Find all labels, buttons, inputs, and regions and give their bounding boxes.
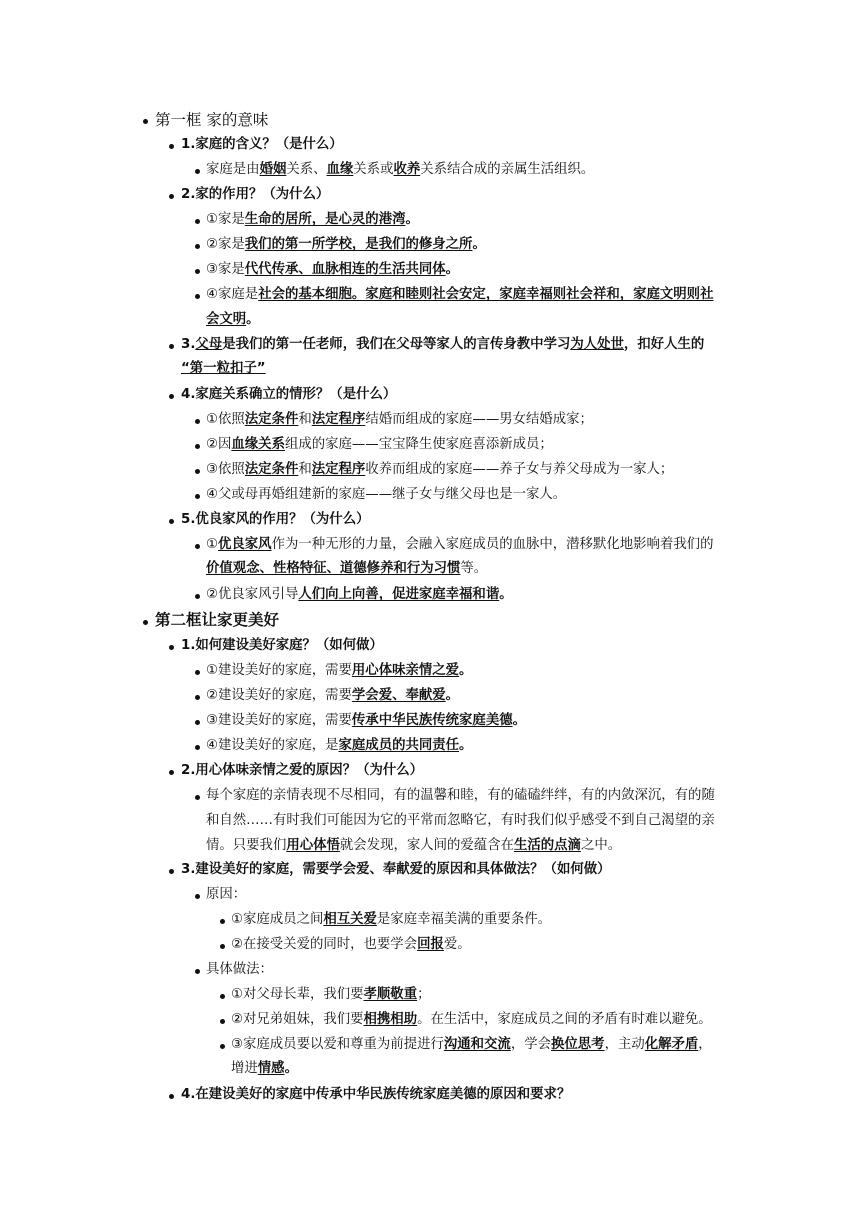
question-title: 1.如何建设美好家庭？（如何做） (181, 638, 383, 653)
bullet-icon (220, 1044, 225, 1049)
bullet-icon (195, 269, 200, 274)
answer-line: ③家是代代传承、血脉相连的生活共同体。 (206, 262, 460, 277)
bullet-icon (195, 544, 200, 549)
bullet-icon (169, 869, 174, 874)
answer-line: ②优良家风引导人们向上向善，促进家庭幸福和谐。 (206, 587, 513, 602)
bullet-icon (169, 519, 174, 524)
bullet-icon (195, 494, 200, 499)
answer-line-cont: 增进情感。 (231, 1061, 298, 1076)
bullet-icon (169, 1094, 174, 1099)
question-title: 4.家庭关系确立的情形？（是什么） (181, 387, 397, 402)
answer-line: ①家是生命的居所，是心灵的港湾。 (206, 212, 419, 227)
question-title: 3.父母是我们的第一任老师，我们在父母等家人的言传身教中学习为人处世，扣好人生的 (181, 337, 705, 352)
answer-line: ①建设美好的家庭，需要用心体味亲情之爱。 (206, 663, 473, 678)
bullet-icon (169, 194, 174, 199)
bullet-icon (195, 469, 200, 474)
bullet-icon (195, 594, 200, 599)
question-title: 1.家庭的含义？（是什么） (181, 137, 343, 152)
answer-line: ②在接受关爱的同时，也要学会回报爱。 (231, 937, 471, 952)
answer-line: ④建设美好的家庭，是家庭成员的共同责任。 (206, 738, 473, 753)
answer-line: 家庭是由婚姻关系、血缘关系或收养关系结合成的亲属生活组织。 (206, 162, 595, 177)
bullet-icon (220, 919, 225, 924)
bullet-icon (169, 144, 174, 149)
method-label: 具体做法： (206, 962, 273, 977)
section-title: 第一框 家的意味 (155, 111, 269, 129)
bullet-icon (195, 745, 200, 750)
bullet-icon (195, 894, 200, 899)
answer-line: ③建设美好的家庭，需要传承中华民族传统家庭美德。 (206, 713, 526, 728)
bullet-icon (169, 645, 174, 650)
bullet-icon (220, 994, 225, 999)
question-title: 5.优良家风的作用？（为什么） (181, 512, 370, 527)
question-title: 3.建设美好的家庭，需要学会爱、奉献爱的原因和具体做法？（如何做） (181, 862, 611, 877)
answer-line: ②对兄弟姐妹，我们要相携相助。在生活中，家庭成员之间的矛盾有时难以避免。 (231, 1012, 712, 1027)
answer-line: ①优良家风作为一种无形的力量，会融入家庭成员的血脉中，潜移默化地影响着我们的 (206, 537, 714, 552)
bullet-icon (169, 394, 174, 399)
bullet-icon (195, 969, 200, 974)
answer-line-cont: 会文明。 (206, 312, 260, 327)
answer-line: ④父或母再婚组建新的家庭——继子女与继父母也是一家人。 (206, 487, 567, 502)
bullet-icon (195, 244, 200, 249)
answer-line: ③家庭成员要以爱和尊重为前提进行沟通和交流，学会换位思考，主动化解矛盾， (231, 1037, 712, 1052)
section-title: 第二框让家更美好 (155, 611, 280, 629)
answer-line: ②家是我们的第一所学校，是我们的修身之所。 (206, 237, 486, 252)
bullet-icon (195, 444, 200, 449)
question-title: 2.家的作用？（为什么） (181, 187, 330, 202)
bullet-icon (195, 294, 200, 299)
bullet-icon (195, 720, 200, 725)
answer-line: ④家庭是社会的基本细胞。家庭和睦则社会安定，家庭幸福则社会祥和，家庭文明则社 (206, 287, 714, 302)
answer-line: ③依照法定条件和法定程序收养而组成的家庭——养子女与养父母成为一家人； (206, 462, 674, 477)
bullet-icon (195, 695, 200, 700)
answer-line: ①对父母长辈，我们要孝顺敬重； (231, 987, 431, 1002)
bullet-icon (195, 670, 200, 675)
answer-line: ②建设美好的家庭，需要学会爱、奉献爱。 (206, 688, 460, 703)
reason-label: 原因： (206, 887, 247, 902)
bullet-icon (195, 219, 200, 224)
answer-line: ①家庭成员之间相互关爱是家庭幸福美满的重要条件。 (231, 912, 551, 927)
bullet-icon (220, 1019, 225, 1024)
answer-line-cont: 价值观念、性格特征、道德修养和行为习惯等。 (206, 561, 488, 576)
answer-line: ①依照法定条件和法定程序结婚而组成的家庭——男女结婚成家； (206, 412, 593, 427)
answer-line-cont: 和自然……有时我们可能因为它的平常而忽略它，有时我们似乎感受不到自己渴望的亲 (206, 813, 715, 828)
question-title: 2.用心体味亲情之爱的原因？（为什么） (181, 763, 424, 778)
bullet-icon (220, 944, 225, 949)
bullet-icon (195, 419, 200, 424)
question-title-cont: “第一粒扣子” (181, 361, 266, 376)
question-title: 4.在建设美好的家庭中传承中华民族传统家庭美德的原因和要求？ (181, 1087, 571, 1102)
bullet-icon (169, 770, 174, 775)
answer-line: ②因血缘关系组成的家庭——宝宝降生使家庭喜添新成员； (206, 437, 553, 452)
answer-line-cont: 情。只要我们用心体悟就会发现，家人间的爱蕴含在生活的点滴之中。 (206, 838, 622, 853)
bullet-icon (195, 795, 200, 800)
answer-line: 每个家庭的亲情表现不尽相同，有的温馨和睦，有的磕磕绊绊，有的内敛深沉，有的随 (206, 788, 715, 803)
bullet-icon (143, 119, 148, 124)
bullet-icon (195, 169, 200, 174)
bullet-icon (169, 344, 174, 349)
bullet-icon (143, 620, 148, 625)
